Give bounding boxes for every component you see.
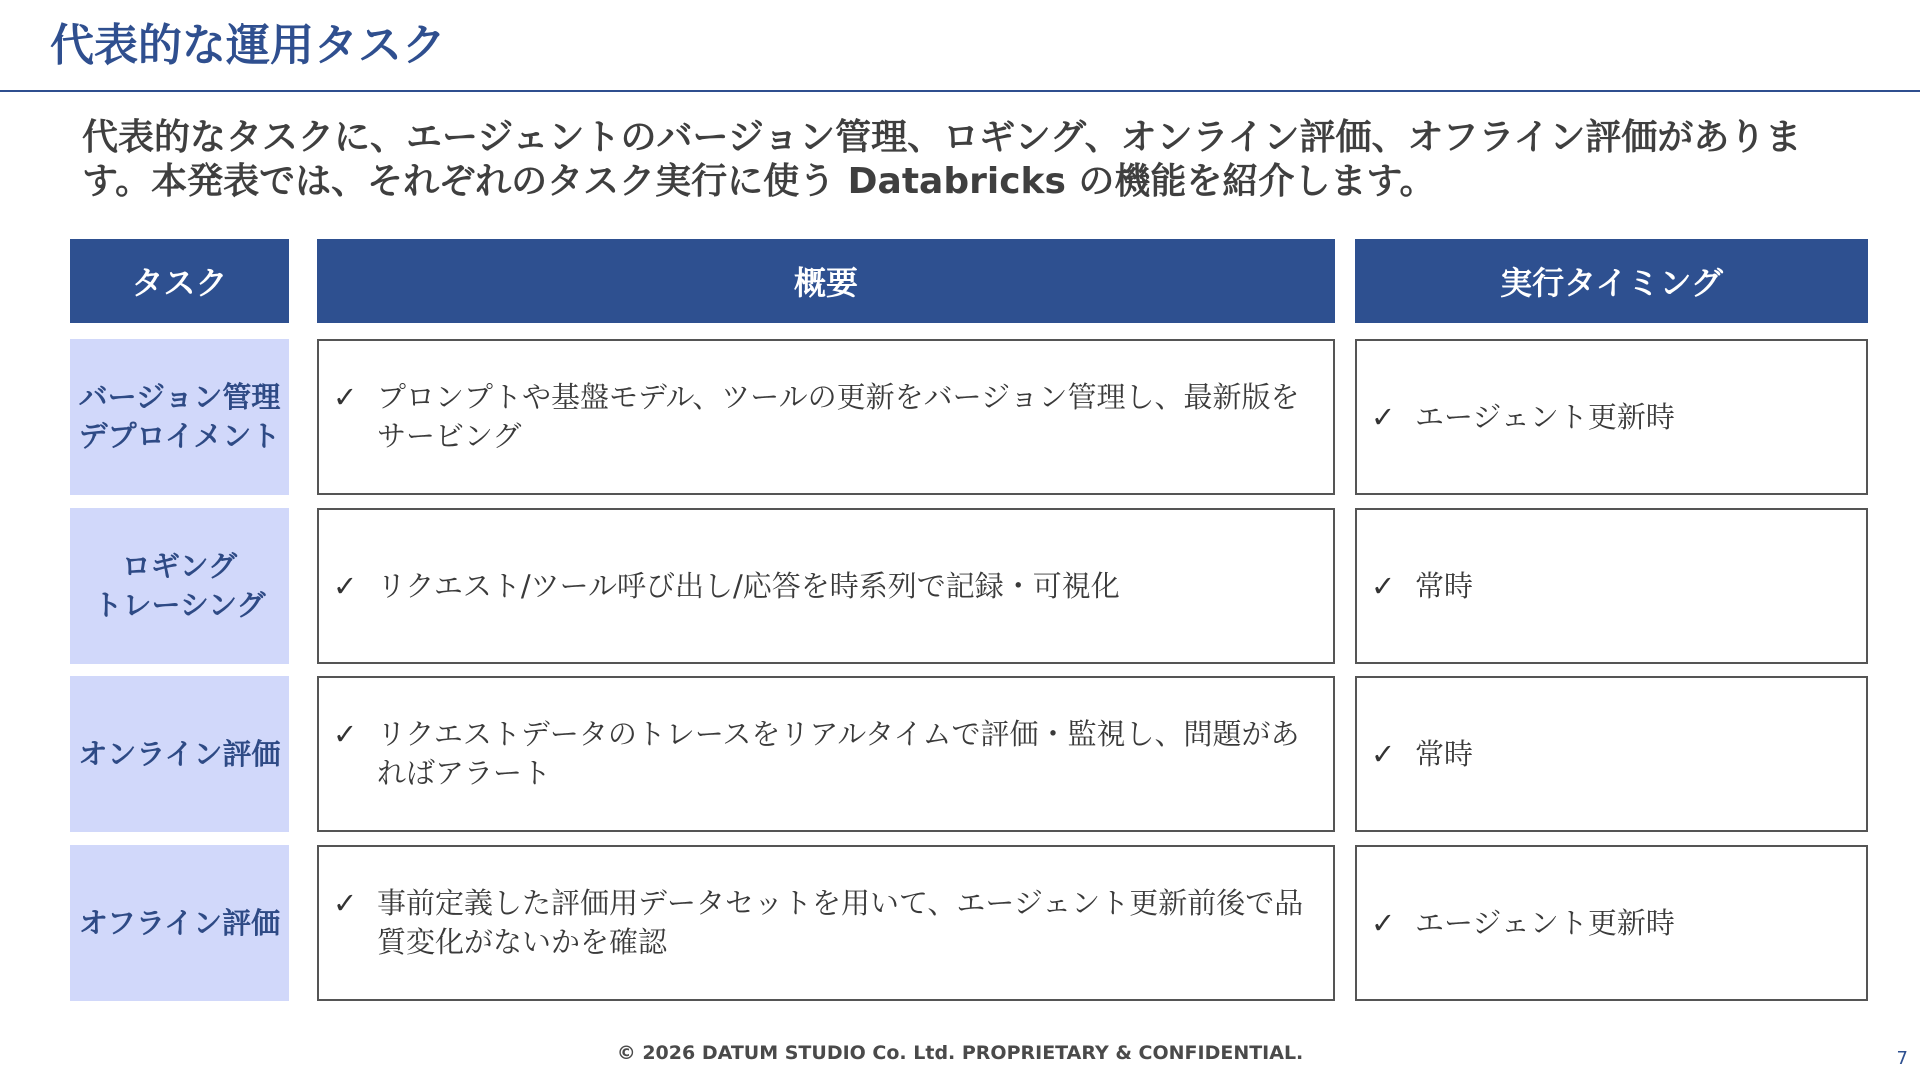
- summary-cell-online-eval: [317, 676, 1335, 832]
- header-task: タスク: [70, 239, 289, 323]
- timing-item: [1357, 904, 1866, 943]
- timing-cell-logging: [1355, 508, 1868, 664]
- header-summary: 概要: [317, 239, 1335, 323]
- intro-text: 代表的なタスクに、エージェントのバージョン管理、ロギング、オンライン評価、オフライン評価があります。本発表では、それぞれのタスク実行に使う Databricks の機能を紹介します。: [82, 117, 1802, 202]
- summary-cell-offline-eval: [317, 845, 1335, 1001]
- task-label: バージョン管理 デプロイメント: [78, 380, 281, 453]
- check-icon: ✓: [1371, 399, 1396, 434]
- summary-item: [319, 715, 1333, 793]
- task-cell-online-eval: [70, 676, 289, 832]
- summary-cell-versioning: [317, 339, 1335, 495]
- check-icon: ✓: [1371, 905, 1396, 940]
- check-icon: ✓: [333, 568, 358, 603]
- task-label: ロギング トレーシング: [93, 549, 266, 622]
- timing-text: エージェント更新時: [1415, 905, 1675, 940]
- timing-item: [1357, 398, 1866, 437]
- timing-cell-online-eval: [1355, 676, 1868, 832]
- check-icon: ✓: [333, 380, 358, 414]
- footer-copyright: © 2026 DATUM STUDIO Co. Ltd. PROPRIETARY & CONFIDENTIAL.: [616, 1042, 1304, 1064]
- page-number: 7: [1896, 1048, 1908, 1069]
- timing-cell-versioning: [1355, 339, 1868, 495]
- timing-item: [1357, 567, 1866, 606]
- summary-item: [319, 567, 1333, 606]
- summary-item: [319, 884, 1333, 962]
- check-icon: ✓: [1371, 736, 1396, 771]
- check-icon: ✓: [333, 886, 358, 920]
- summary-text: プロンプトや基盤モデル、ツールの更新をバージョン管理し、最新版をサービング: [377, 380, 1300, 453]
- timing-text: 常時: [1415, 736, 1474, 771]
- task-label: オフライン評価: [78, 905, 281, 940]
- check-icon: ✓: [333, 717, 358, 751]
- task-label: オンライン評価: [78, 736, 281, 771]
- task-cell-offline-eval: [70, 845, 289, 1001]
- check-icon: ✓: [1371, 568, 1396, 603]
- task-cell-versioning: [70, 339, 289, 495]
- timing-text: エージェント更新時: [1415, 399, 1675, 434]
- summary-text: リクエストデータのトレースをリアルタイムで評価・監視し、問題があればアラート: [377, 717, 1300, 790]
- timing-cell-offline-eval: [1355, 845, 1868, 1001]
- timing-text: 常時: [1415, 568, 1474, 603]
- slide-title: 代表的な運用タスク: [50, 20, 446, 71]
- summary-text: リクエスト/ツール呼び出し/応答を時系列で記録・可視化: [377, 568, 1120, 603]
- task-cell-logging: [70, 508, 289, 664]
- summary-item: [319, 378, 1333, 456]
- title-divider: [0, 90, 1920, 92]
- summary-cell-logging: [317, 508, 1335, 664]
- timing-item: [1357, 735, 1866, 774]
- summary-text: 事前定義した評価用データセットを用いて、エージェント更新前後で品質変化がないかを確認: [377, 886, 1304, 959]
- header-timing: 実行タイミング: [1355, 239, 1868, 323]
